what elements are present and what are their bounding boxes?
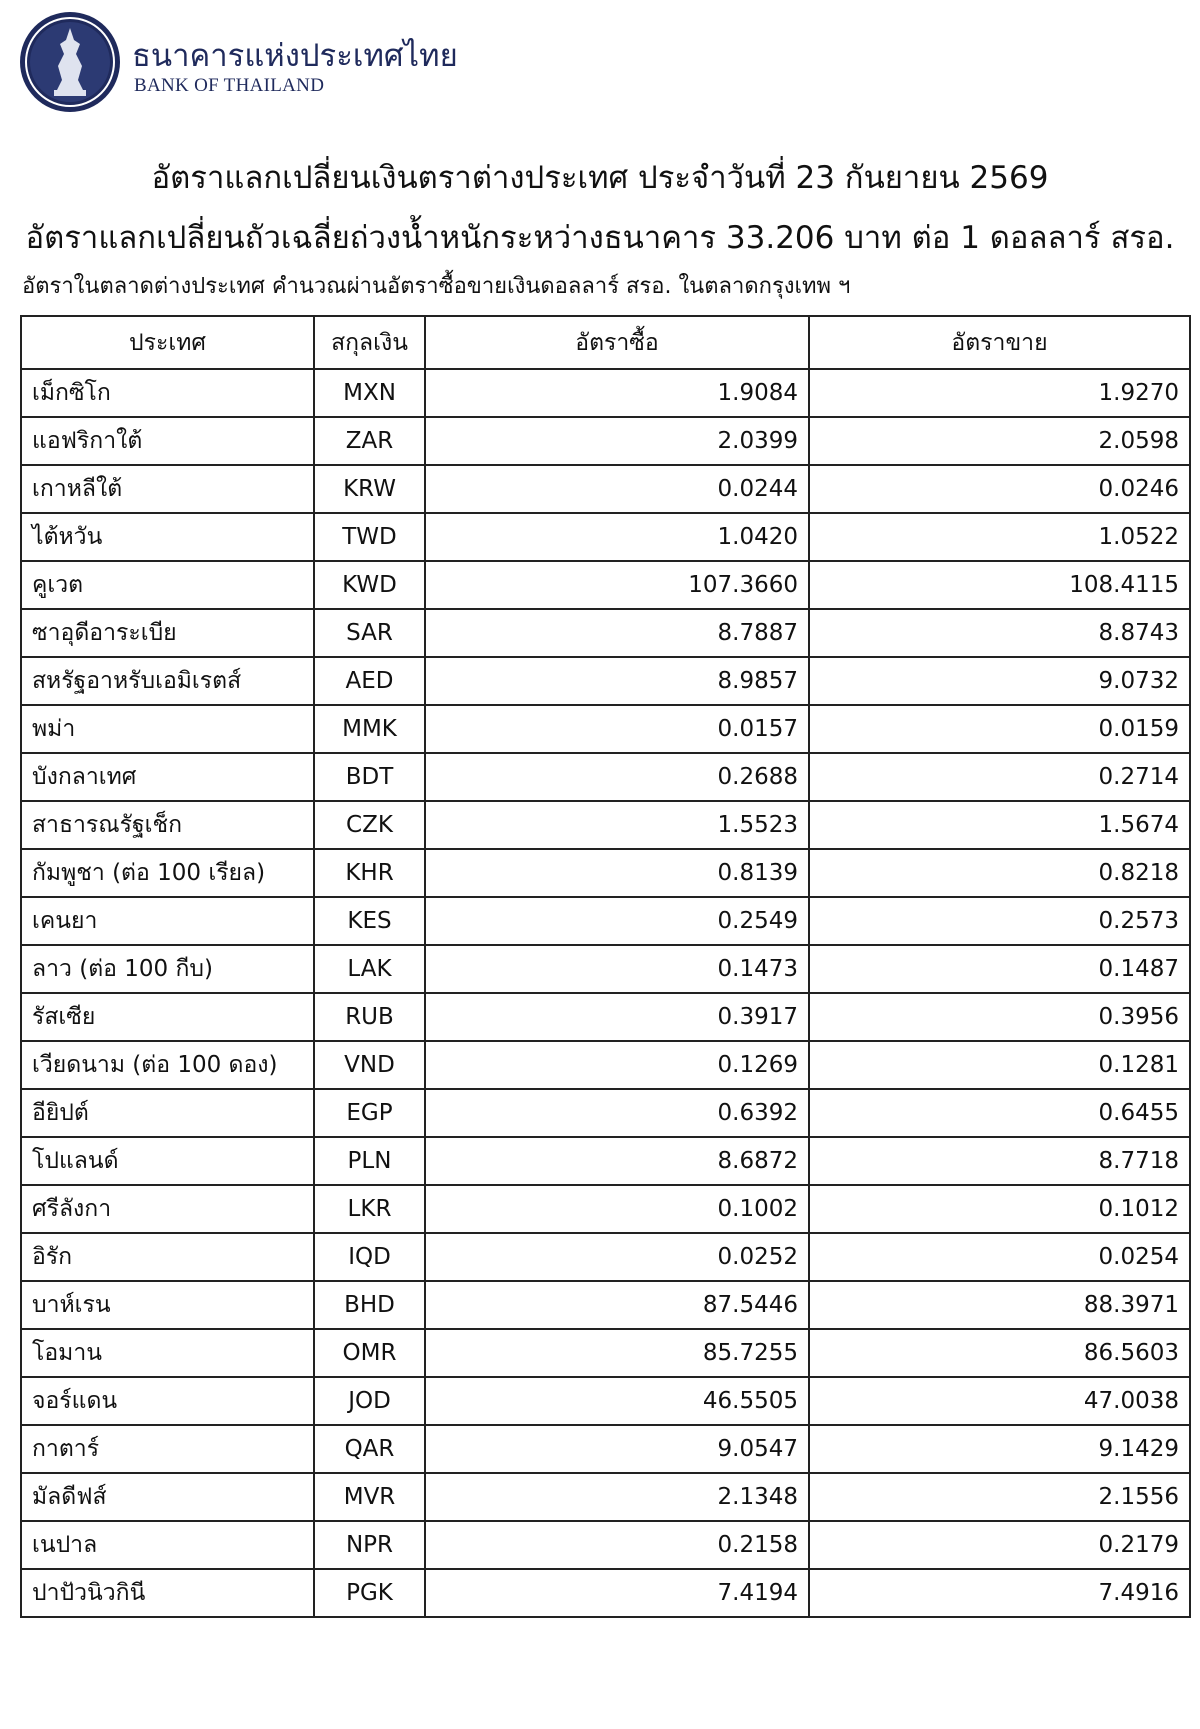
country-cell: ลาว (ต่อ 100 กีบ) [21,945,314,993]
table-body [21,369,1190,1617]
buying-rate-cell: 87.5446 [425,1281,809,1329]
country-cell: เวียดนาม (ต่อ 100 ดอง) [21,1041,314,1089]
buying-rate-cell: 0.0157 [425,705,809,753]
country-cell: รัสเซีย [21,993,314,1041]
country-cell: แอฟริกาใต้ [21,417,314,465]
currency-code-cell: MVR [314,1473,425,1521]
buying-rate-cell: 0.2549 [425,897,809,945]
buying-rate-cell: 0.6392 [425,1089,809,1137]
table-row [21,1185,1190,1233]
selling-rate-cell: 0.1281 [809,1041,1190,1089]
selling-rate-cell: 47.0038 [809,1377,1190,1425]
table-row [21,993,1190,1041]
buying-rate-cell: 8.9857 [425,657,809,705]
table-row [21,1233,1190,1281]
table-row [21,1425,1190,1473]
selling-rate-cell: 0.6455 [809,1089,1190,1137]
table-row [21,513,1190,561]
buying-rate-cell: 46.5505 [425,1377,809,1425]
selling-rate-cell: 0.2714 [809,753,1190,801]
selling-rate-cell: 108.4115 [809,561,1190,609]
country-cell: บังกลาเทศ [21,753,314,801]
country-cell: ศรีลังกา [21,1185,314,1233]
buying-rate-cell: 8.7887 [425,609,809,657]
currency-code-cell: ZAR [314,417,425,465]
currency-code-cell: PGK [314,1569,425,1617]
currency-code-cell: AED [314,657,425,705]
selling-rate-cell: 0.1487 [809,945,1190,993]
currency-code-cell: SAR [314,609,425,657]
table-row [21,1137,1190,1185]
currency-code-cell: LAK [314,945,425,993]
rate-note: อัตราในตลาดต่างประเทศ คำนวณผ่านอัตราซื้อขายเงินดอลลาร์ สรอ. ในตลาดกรุงเทพ ฯ [22,274,851,299]
selling-rate-cell: 1.9270 [809,369,1190,417]
header-selling-rate: อัตราขาย [809,316,1190,369]
selling-rate-cell: 0.2179 [809,1521,1190,1569]
selling-rate-cell: 8.8743 [809,609,1190,657]
country-cell: เคนยา [21,897,314,945]
header-currency: สกุลเงิน [314,316,425,369]
table-row [21,561,1190,609]
table-row [21,417,1190,465]
currency-code-cell: KHR [314,849,425,897]
currency-code-cell: JOD [314,1377,425,1425]
selling-rate-cell: 88.3971 [809,1281,1190,1329]
buying-rate-cell: 0.8139 [425,849,809,897]
table-row [21,753,1190,801]
selling-rate-cell: 8.7718 [809,1137,1190,1185]
selling-rate-cell: 0.0254 [809,1233,1190,1281]
buying-rate-cell: 0.1269 [425,1041,809,1089]
country-cell: สาธารณรัฐเช็ก [21,801,314,849]
buying-rate-cell: 0.1473 [425,945,809,993]
country-cell: อียิปต์ [21,1089,314,1137]
buying-rate-cell: 0.0244 [425,465,809,513]
currency-code-cell: RUB [314,993,425,1041]
table-row [21,1521,1190,1569]
buying-rate-cell: 0.2158 [425,1521,809,1569]
bank-header [18,10,618,120]
buying-rate-cell: 1.0420 [425,513,809,561]
country-cell: บาห์เรน [21,1281,314,1329]
currency-code-cell: NPR [314,1521,425,1569]
selling-rate-cell: 0.0246 [809,465,1190,513]
buying-rate-cell: 7.4194 [425,1569,809,1617]
table-row [21,945,1190,993]
currency-code-cell: CZK [314,801,425,849]
selling-rate-cell: 0.2573 [809,897,1190,945]
bank-of-thailand-seal-icon [18,10,122,114]
country-cell: เม็กซิโก [21,369,314,417]
country-cell: เนปาล [21,1521,314,1569]
buying-rate-cell: 2.1348 [425,1473,809,1521]
table-row [21,1473,1190,1521]
currency-code-cell: PLN [314,1137,425,1185]
page-subtitle: อัตราแลกเปลี่ยนถัวเฉลี่ยถ่วงน้ำหนักระหว่างธนาคาร 33.206 บาท ต่อ 1 ดอลลาร์ สรอ. [25,220,1175,256]
currency-code-cell: LKR [314,1185,425,1233]
country-cell: กาตาร์ [21,1425,314,1473]
currency-code-cell: MXN [314,369,425,417]
selling-rate-cell: 2.1556 [809,1473,1190,1521]
header-buying-rate: อัตราซื้อ [425,316,809,369]
country-cell: โอมาน [21,1329,314,1377]
country-cell: ซาอุดีอาระเบีย [21,609,314,657]
country-cell: ไต้หวัน [21,513,314,561]
selling-rate-cell: 2.0598 [809,417,1190,465]
table-row [21,1281,1190,1329]
buying-rate-cell: 9.0547 [425,1425,809,1473]
buying-rate-cell: 8.6872 [425,1137,809,1185]
page-title: อัตราแลกเปลี่ยนเงินตราต่างประเทศ ประจำวันที่ 23 กันยายน 2569 [151,160,1049,196]
buying-rate-cell: 0.0252 [425,1233,809,1281]
exchange-rate-table [20,315,1191,1618]
currency-code-cell: MMK [314,705,425,753]
buying-rate-cell: 1.5523 [425,801,809,849]
buying-rate-cell: 2.0399 [425,417,809,465]
currency-code-cell: TWD [314,513,425,561]
table-row [21,849,1190,897]
currency-code-cell: VND [314,1041,425,1089]
table-row [21,801,1190,849]
country-cell: อิรัก [21,1233,314,1281]
table-row [21,1329,1190,1377]
currency-code-cell: BDT [314,753,425,801]
table-row [21,1041,1190,1089]
currency-code-cell: IQD [314,1233,425,1281]
country-cell: เกาหลีใต้ [21,465,314,513]
selling-rate-cell: 7.4916 [809,1569,1190,1617]
country-cell: คูเวต [21,561,314,609]
selling-rate-cell: 0.0159 [809,705,1190,753]
header-country: ประเทศ [21,316,314,369]
buying-rate-cell: 1.9084 [425,369,809,417]
table-row [21,465,1190,513]
selling-rate-cell: 1.5674 [809,801,1190,849]
selling-rate-cell: 0.1012 [809,1185,1190,1233]
currency-code-cell: KRW [314,465,425,513]
table-row [21,897,1190,945]
table-row [21,1377,1190,1425]
country-cell: ปาปัวนิวกินี [21,1569,314,1617]
buying-rate-cell: 0.1002 [425,1185,809,1233]
country-cell: จอร์แดน [21,1377,314,1425]
currency-code-cell: EGP [314,1089,425,1137]
table-row [21,369,1190,417]
bank-name-thai: ธนาคารแห่งประเทศไทย [132,38,458,74]
country-cell: พม่า [21,705,314,753]
country-cell: กัมพูชา (ต่อ 100 เรียล) [21,849,314,897]
country-cell: โปแลนด์ [21,1137,314,1185]
table-row [21,609,1190,657]
currency-code-cell: KWD [314,561,425,609]
currency-code-cell: KES [314,897,425,945]
table-row [21,705,1190,753]
country-cell: สหรัฐอาหรับเอมิเรตส์ [21,657,314,705]
currency-code-cell: BHD [314,1281,425,1329]
selling-rate-cell: 9.1429 [809,1425,1190,1473]
selling-rate-cell: 0.8218 [809,849,1190,897]
buying-rate-cell: 0.2688 [425,753,809,801]
table-row [21,657,1190,705]
table-row [21,1089,1190,1137]
selling-rate-cell: 9.0732 [809,657,1190,705]
bank-name-english: BANK OF THAILAND [134,75,325,96]
selling-rate-cell: 86.5603 [809,1329,1190,1377]
country-cell: มัลดีฟส์ [21,1473,314,1521]
buying-rate-cell: 107.3660 [425,561,809,609]
selling-rate-cell: 1.0522 [809,513,1190,561]
table-row [21,1569,1190,1617]
table-header-row [21,316,1190,369]
selling-rate-cell: 0.3956 [809,993,1190,1041]
currency-code-cell: QAR [314,1425,425,1473]
buying-rate-cell: 0.3917 [425,993,809,1041]
currency-code-cell: OMR [314,1329,425,1377]
buying-rate-cell: 85.7255 [425,1329,809,1377]
